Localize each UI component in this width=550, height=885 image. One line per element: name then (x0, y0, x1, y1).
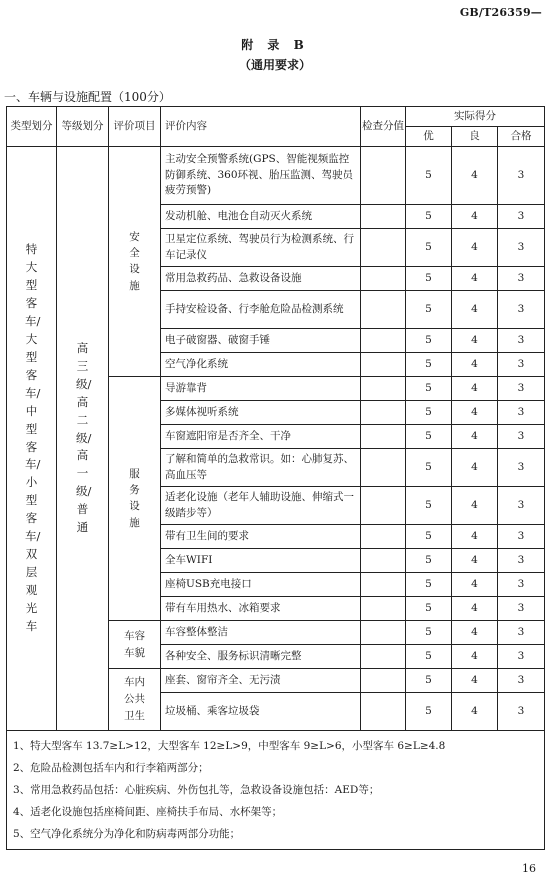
score-excellent: 5 (406, 377, 452, 401)
eval-item-cell (109, 377, 161, 621)
score-pass: 3 (498, 329, 545, 353)
score-good: 4 (452, 267, 498, 291)
score-excellent: 5 (406, 549, 452, 573)
eval-content-cell: 适老化设施（老年人辅助设施、伸缩式一级踏步等） (161, 487, 361, 525)
check-score-cell (361, 669, 406, 693)
eval-content-cell: 导游靠背 (161, 377, 361, 401)
score-pass: 3 (498, 621, 545, 645)
eval-item-cell-text: 服务设施 (129, 467, 140, 529)
score-excellent: 5 (406, 693, 452, 731)
eval-content-cell: 各种安全、服务标识清晰完整 (161, 645, 361, 669)
check-score-cell (361, 147, 406, 205)
score-pass: 3 (498, 669, 545, 693)
score-excellent: 5 (406, 597, 452, 621)
note-line: 5、空气净化系统分为净化和防病毒两部分功能； (13, 828, 241, 840)
score-pass: 3 (498, 549, 545, 573)
check-score-cell (361, 267, 406, 291)
notes-cell (7, 731, 545, 850)
eval-content-cell: 发动机舱、电池仓自动灭火系统 (161, 205, 361, 229)
eval-content-cell: 手持安检设备、行李舱危险品检测系统 (161, 291, 361, 329)
score-good: 4 (452, 549, 498, 573)
score-good: 4 (452, 205, 498, 229)
score-pass: 3 (498, 597, 545, 621)
document-code: GB/T26359— (459, 6, 542, 19)
page-number: 16 (522, 862, 536, 875)
score-pass: 3 (498, 291, 545, 329)
score-good: 4 (452, 573, 498, 597)
score-excellent: 5 (406, 449, 452, 487)
check-score-cell (361, 487, 406, 525)
score-excellent: 5 (406, 205, 452, 229)
grade-cell (57, 147, 109, 731)
requirements-table (6, 106, 545, 850)
header-eval-content: 评价内容 (161, 107, 361, 147)
eval-content-cell: 电子破窗器、破窗手锤 (161, 329, 361, 353)
type-cell (7, 147, 57, 731)
check-score-cell (361, 229, 406, 267)
type-cell-text: 特大型客车/大型客车/中型客车/小型客车/双层观光车 (25, 242, 41, 633)
check-score-cell (361, 291, 406, 329)
section-heading: 一、车辆与设施配置（100分） (4, 90, 171, 104)
score-good: 4 (452, 147, 498, 205)
header-grade: 等级划分 (57, 107, 109, 147)
check-score-cell (361, 645, 406, 669)
eval-item-cell (109, 147, 161, 377)
note-line: 2、危险品检测包括车内和行李箱两部分； (13, 762, 209, 774)
check-score-cell (361, 377, 406, 401)
score-excellent: 5 (406, 291, 452, 329)
score-good: 4 (452, 425, 498, 449)
eval-content-cell: 车容整体整洁 (161, 621, 361, 645)
check-score-cell (361, 329, 406, 353)
note-line: 1、特大型客车 13.7≥L>12，大型客车 12≥L>9，中型客车 9≥L>6，小型客车 6≥L≥4.8 (13, 740, 446, 752)
score-excellent: 5 (406, 267, 452, 291)
eval-content-cell: 座套、窗帘齐全、无污渍 (161, 669, 361, 693)
check-score-cell (361, 401, 406, 425)
check-score-cell (361, 693, 406, 731)
check-score-cell (361, 549, 406, 573)
eval-item-cell-text: 车内公共卫生 (124, 676, 145, 722)
eval-item-cell-text: 车容车貌 (124, 629, 145, 659)
eval-content-cell: 全车WIFI (161, 549, 361, 573)
check-score-cell (361, 205, 406, 229)
score-good: 4 (452, 291, 498, 329)
score-excellent: 5 (406, 669, 452, 693)
score-good: 4 (452, 621, 498, 645)
score-good: 4 (452, 329, 498, 353)
check-score-cell (361, 573, 406, 597)
appendix-title: 附 录 B (241, 38, 309, 52)
eval-content-cell: 多媒体视听系统 (161, 401, 361, 425)
check-score-cell (361, 449, 406, 487)
score-good: 4 (452, 487, 498, 525)
eval-content-cell: 带有卫生间的要求 (161, 525, 361, 549)
header-good: 良 (452, 127, 498, 147)
eval-content-cell: 了解和简单的急救常识。如：心肺复苏、高血压等 (161, 449, 361, 487)
header-check-score: 检查分值 (361, 107, 406, 147)
check-score-cell (361, 621, 406, 645)
eval-item-cell-text: 安全设施 (129, 230, 140, 292)
header-pass: 合格 (498, 127, 545, 147)
score-excellent: 5 (406, 573, 452, 597)
header-actual-score: 实际得分 (406, 107, 545, 127)
score-pass: 3 (498, 449, 545, 487)
score-good: 4 (452, 401, 498, 425)
score-good: 4 (452, 525, 498, 549)
score-good: 4 (452, 693, 498, 731)
eval-item-cell (109, 669, 161, 731)
table-row (7, 147, 545, 205)
score-pass: 3 (498, 693, 545, 731)
header-eval-item: 评价项目 (109, 107, 161, 147)
score-excellent: 5 (406, 425, 452, 449)
score-pass: 3 (498, 487, 545, 525)
score-excellent: 5 (406, 621, 452, 645)
header-excellent: 优 (406, 127, 452, 147)
score-pass: 3 (498, 525, 545, 549)
check-score-cell (361, 425, 406, 449)
eval-content-cell: 车窗遮阳帘是否齐全、干净 (161, 425, 361, 449)
eval-content-cell: 常用急救药品、急救设备设施 (161, 267, 361, 291)
score-good: 4 (452, 229, 498, 267)
header-type: 类型划分 (7, 107, 57, 147)
score-pass: 3 (498, 401, 545, 425)
note-line: 4、适老化设施包括座椅间距、座椅扶手布局、水杯架等； (13, 806, 283, 818)
check-score-cell (361, 597, 406, 621)
score-good: 4 (452, 353, 498, 377)
eval-content-cell: 空气净化系统 (161, 353, 361, 377)
score-good: 4 (452, 669, 498, 693)
score-excellent: 5 (406, 353, 452, 377)
score-good: 4 (452, 597, 498, 621)
score-pass: 3 (498, 573, 545, 597)
score-excellent: 5 (406, 229, 452, 267)
check-score-cell (361, 525, 406, 549)
check-score-cell (361, 353, 406, 377)
eval-content-cell: 卫星定位系统、驾驶员行为检测系统、行车记录仪 (161, 229, 361, 267)
score-pass: 3 (498, 645, 545, 669)
grade-cell-text: 高三级/高二级/高一级/普通 (76, 340, 92, 535)
score-pass: 3 (498, 353, 545, 377)
table-body (7, 147, 545, 850)
score-pass: 3 (498, 205, 545, 229)
eval-content-cell: 垃圾桶、乘客垃圾袋 (161, 693, 361, 731)
score-pass: 3 (498, 425, 545, 449)
score-excellent: 5 (406, 487, 452, 525)
notes-row (7, 731, 545, 850)
score-good: 4 (452, 645, 498, 669)
score-pass: 3 (498, 229, 545, 267)
score-pass: 3 (498, 267, 545, 291)
score-good: 4 (452, 377, 498, 401)
appendix-subtitle: （通用要求） (238, 58, 311, 72)
score-excellent: 5 (406, 147, 452, 205)
eval-content-cell: 主动安全预警系统(GPS、智能视频监控防御系统、360环视、胎压监测、驾驶员疲劳预警) (161, 147, 361, 205)
score-pass: 3 (498, 377, 545, 401)
eval-content-cell: 座椅USB充电接口 (161, 573, 361, 597)
score-pass: 3 (498, 147, 545, 205)
score-excellent: 5 (406, 329, 452, 353)
note-line: 3、常用急救药品包括：心脏疾病、外伤包扎等，急救设备设施包括：AED等； (13, 784, 380, 796)
score-good: 4 (452, 449, 498, 487)
eval-item-cell (109, 621, 161, 669)
score-excellent: 5 (406, 645, 452, 669)
score-excellent: 5 (406, 525, 452, 549)
eval-content-cell: 带有车用热水、冰箱要求 (161, 597, 361, 621)
score-excellent: 5 (406, 401, 452, 425)
